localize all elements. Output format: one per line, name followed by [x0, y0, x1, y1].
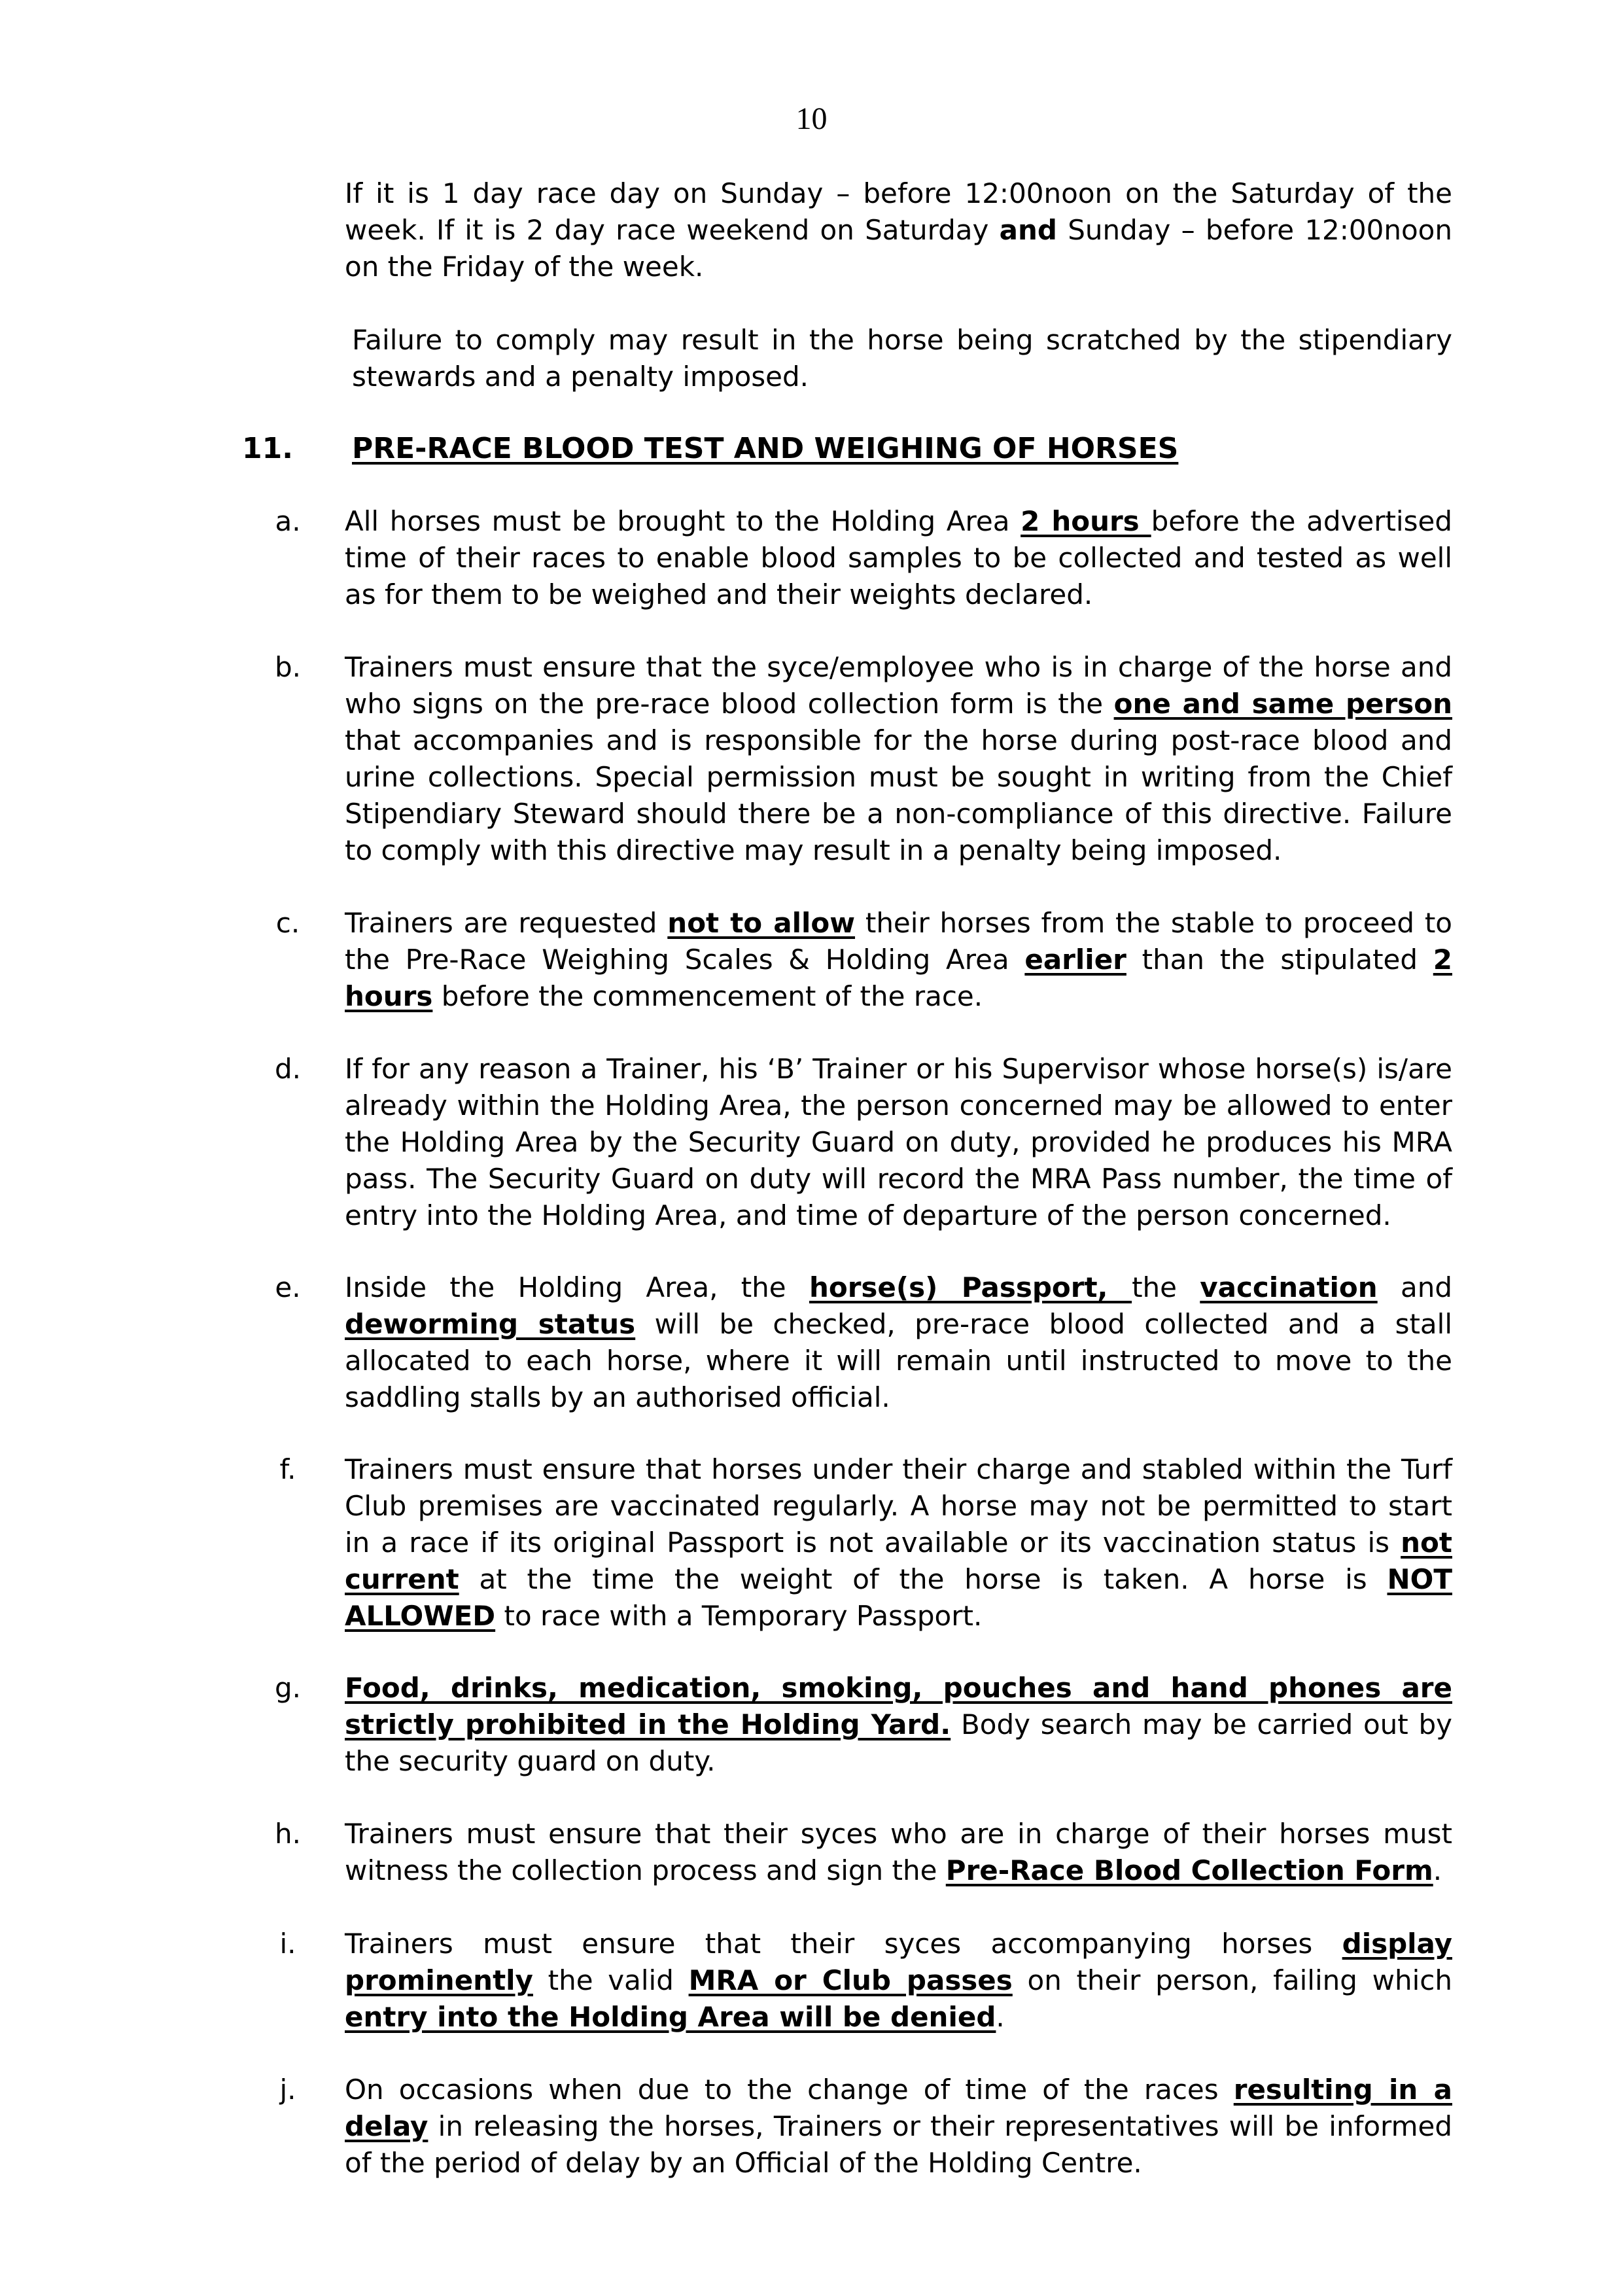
item-text-run: will be checked, pre-race blood collected and a stall allocated to each horse, where it will remain until instructed to move to the saddling stalls by an authorised official.	[345, 1308, 1452, 1413]
emphasis-prohibited-items: Food, drinks, medication, smoking, pouches and hand phones are strictly prohibited in the Holding Yard.	[345, 1672, 1452, 1740]
section-number: 11.	[242, 432, 293, 465]
emphasis-collection-form: Pre-Race Blood Collection Form	[945, 1854, 1433, 1886]
emphasis-deworming-status: deworming status	[345, 1308, 636, 1340]
item-text	[345, 649, 1452, 869]
emphasis-earlier: earlier	[1024, 944, 1126, 976]
item-text-run: Body search may be carried out by the security guard on duty.	[345, 1708, 1453, 1777]
item-text	[345, 2072, 1452, 2181]
item-text-run: on their person, failing which	[1012, 1964, 1452, 1996]
item-text-run: the valid	[532, 1964, 689, 1996]
emphasis-horse-passport: horse(s) Passport,	[809, 1271, 1132, 1303]
item-text-run: before the commencement of the race.	[432, 980, 983, 1012]
item-letter: i.	[279, 1928, 296, 1960]
item-letter: j.	[279, 2074, 296, 2106]
emphasis-not-to-allow: not to allow	[667, 907, 856, 939]
item-letter: c.	[275, 907, 300, 939]
item-text	[345, 905, 1452, 1015]
item-text-run: Trainers must ensure that the syce/employee who is in charge of the horse and who signs on the pre-race blood collection form is the	[345, 651, 1452, 720]
item-text-run: the	[1132, 1271, 1200, 1303]
failure-to-comply-paragraph: Failure to comply may result in the horse being scratched by the stipendiary stewards and a penalty imposed.	[352, 324, 1452, 393]
item-text	[345, 503, 1452, 613]
section-title: PRE-RACE BLOOD TEST AND WEIGHING OF HORSES	[352, 432, 1179, 465]
item-text: If for any reason a Trainer, his ‘B’ Trainer or his Supervisor whose horse(s) is/are already within the Holding Area, the person concerned may be allowed to enter the Holding Area by the Security Guard on duty, provided he produces his MRA pass. The Security Guard on duty will record the MRA Pass number, the time of entry into the Holding Area, and time of departure of the person concerned.	[345, 1053, 1452, 1231]
item-text	[345, 1269, 1452, 1416]
item-text-run: in releasing the horses, Trainers or their representatives will be informed of the period of delay by an Official of the Holding Centre.	[345, 2110, 1452, 2179]
emphasis-not-current: not current	[345, 1527, 1452, 1595]
item-text-run: that accompanies and is responsible for the horse during post-race blood and urine collections. Special permission must be sought in writing from the Chief Stipendiary Steward should there be a non-compliance of this directive. Failure to comply with this directive may result in a penalty being imposed.	[345, 724, 1452, 866]
emphasis-one-and-same-person: one and same person	[1113, 688, 1453, 720]
item-letter: b.	[274, 651, 301, 683]
item-text-run: .	[996, 2001, 1005, 2033]
emphasis-display-prominently: display prominently	[345, 1928, 1452, 1996]
item-text-run: Inside the Holding Area, the	[345, 1271, 809, 1303]
item-text-run: Trainers must ensure that their syces accompanying horses	[345, 1928, 1342, 1960]
item-letter: f.	[279, 1453, 296, 1485]
section-heading	[242, 431, 1452, 467]
item-text	[345, 1926, 1452, 2036]
item-letter: a.	[275, 505, 301, 537]
item-text	[345, 1816, 1452, 1889]
item-text-run: Trainers must ensure that horses under their charge and stabled within the Turf Club premises are vaccinated regularly. A horse may not be permitted to start in a race if its original Passport is not available or its vaccination status is	[345, 1453, 1452, 1559]
emphasis-vaccination: vaccination	[1200, 1271, 1378, 1303]
item-letter: h.	[275, 1818, 301, 1850]
item-text-run: All horses must be brought to the Holding Area	[345, 505, 1021, 537]
emphasis-not-allowed: NOT ALLOWED	[345, 1563, 1452, 1632]
item-text	[345, 1670, 1452, 1780]
emphasis-two-hours: 2 hours	[1021, 505, 1151, 537]
item-text-run: On occasions when due to the change of time of the races	[345, 2074, 1234, 2106]
item-text	[345, 1451, 1452, 1634]
item-letter: d.	[274, 1053, 301, 1085]
item-text-run: before the advertised time of their races to enable blood samples to be collected and tested as well as for them to be weighed and their weights declared.	[345, 505, 1452, 610]
item-text-run: their horses from the stable to proceed to the Pre-Race Weighing Scales & Holding Area	[345, 907, 1452, 976]
emphasis-two-hours: 2 hours	[345, 944, 1452, 1012]
two-day-deadline-and: and	[999, 214, 1057, 246]
item-text-run: .	[1433, 1854, 1442, 1886]
item-text-run: at the time the weight of the horse is taken. A horse is	[459, 1563, 1387, 1595]
item-text-run: to race with a Temporary Passport.	[495, 1600, 983, 1632]
page-number: 10	[795, 101, 828, 136]
item-text-run: Trainers are requested	[345, 907, 668, 939]
item-text-run: Trainers must ensure that their syces who are in charge of their horses must witness the collection process and sign the	[345, 1818, 1452, 1886]
two-day-deadline-text-end: Sunday – before 12:00noon on the Friday of the week.	[345, 214, 1453, 283]
two-day-deadline-text-start: If it is 2 day race weekend on Saturday	[436, 214, 1000, 246]
item-text-run: than the stipulated	[1126, 944, 1433, 976]
item-letter: g.	[274, 1672, 301, 1704]
emphasis-entry-denied: entry into the Holding Area will be denied	[345, 2001, 996, 2033]
emphasis-mra-or-club-passes: MRA or Club passes	[688, 1964, 1013, 1996]
item-letter: e.	[275, 1271, 301, 1303]
race-day-deadline-paragraph	[345, 175, 1452, 285]
emphasis-resulting-in-delay: resulting in a delay	[345, 2074, 1452, 2142]
one-day-deadline-text: If it is 1 day race day on Sunday – before 12:00noon on the Saturday of the week.	[345, 177, 1452, 246]
item-text-run: and	[1377, 1271, 1452, 1303]
